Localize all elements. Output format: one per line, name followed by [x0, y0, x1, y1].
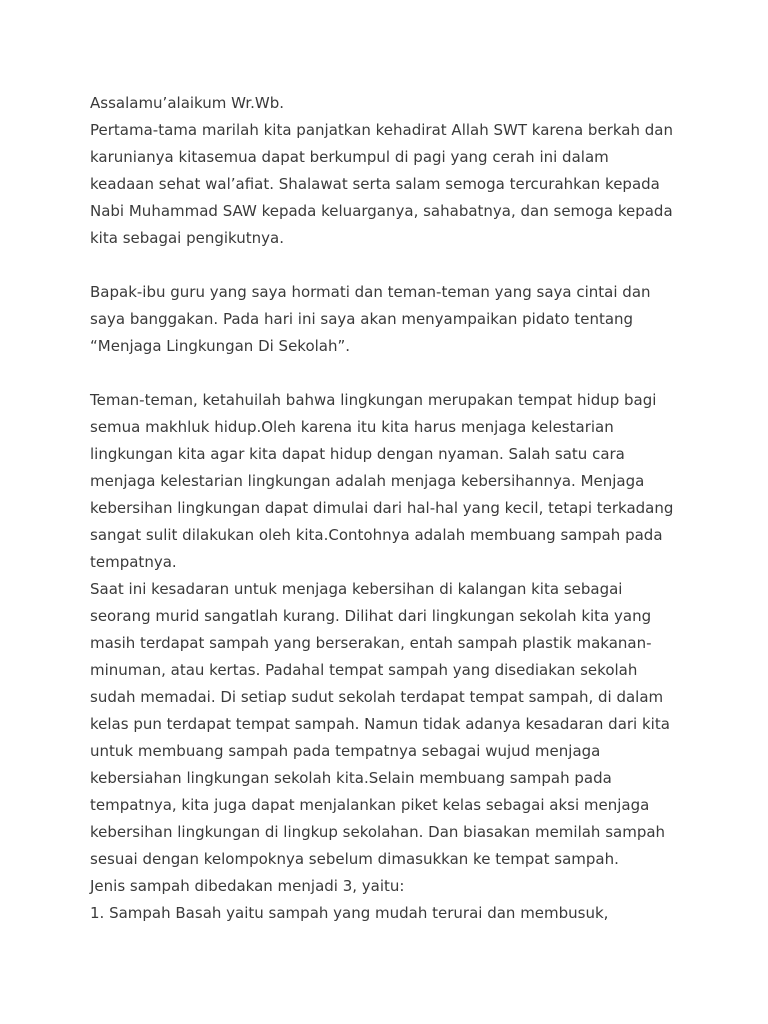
- address-paragraph: [90, 279, 700, 360]
- paragraph-line: karunianya kitasemua dapat berkumpul di pagi yang cerah ini dalam: [90, 148, 609, 166]
- paragraph-line: kita sebagai pengikutnya.: [90, 229, 285, 247]
- opening-paragraph: [90, 117, 700, 252]
- paragraph-line: semua makhluk hidup.Oleh karena itu kita harus menjaga kelestarian: [90, 418, 614, 436]
- paragraph-line: Nabi Muhammad SAW kepada keluarganya, sahabatnya, dan semoga kepada: [90, 202, 673, 220]
- greeting-line: Assalamu’alaikum Wr.Wb.: [90, 94, 284, 112]
- paragraph-line: sangat sulit dilakukan oleh kita.Contohnya adalah membuang sampah pada: [90, 526, 663, 544]
- paragraph-line: keadaan sehat wal’afiat. Shalawat serta salam semoga tercurahkan kepada: [90, 175, 660, 193]
- paragraph-line: Jenis sampah dibedakan menjadi 3, yaitu:: [90, 877, 405, 895]
- paragraph-line: saya banggakan. Pada hari ini saya akan menyampaikan pidato tentang: [90, 310, 634, 328]
- paragraph-line: kebersiahan lingkungan sekolah kita.Selain membuang sampah pada: [90, 769, 612, 787]
- paragraph-line: Saat ini kesadaran untuk menjaga kebersihan di kalangan kita sebagai: [90, 580, 623, 598]
- paragraph-line: Bapak-ibu guru yang saya hormati dan teman-teman yang saya cintai dan: [90, 283, 651, 301]
- paragraph-line: tempatnya.: [90, 553, 177, 571]
- paragraph-line: minuman, atau kertas. Padahal tempat sampah yang disediakan sekolah: [90, 661, 638, 679]
- speech-text: [90, 90, 700, 927]
- paragraph-line: Pertama-tama marilah kita panjatkan kehadirat Allah SWT karena berkah dan: [90, 121, 673, 139]
- paragraph-line: Teman-teman, ketahuilah bahwa lingkungan merupakan tempat hidup bagi: [90, 391, 657, 409]
- paragraph-line: “Menjaga Lingkungan Di Sekolah”.: [90, 337, 351, 355]
- list-item: 1. Sampah Basah yaitu sampah yang mudah terurai dan membusuk,: [90, 904, 609, 922]
- paragraph-line: untuk membuang sampah pada tempatnya sebagai wujud menjaga: [90, 742, 601, 760]
- environment-paragraph: [90, 387, 700, 576]
- paragraph-line: seorang murid sangatlah kurang. Dilihat dari lingkungan sekolah kita yang: [90, 607, 652, 625]
- paragraph-line: kebersihan lingkungan di lingkup sekolahan. Dan biasakan memilah sampah: [90, 823, 666, 841]
- paragraph-line: kebersihan lingkungan dapat dimulai dari hal-hal yang kecil, tetapi terkadang: [90, 499, 674, 517]
- paragraph-line: lingkungan kita agar kita dapat hidup dengan nyaman. Salah satu cara: [90, 445, 625, 463]
- paragraph-spacer: [90, 252, 700, 279]
- paragraph-spacer: [90, 360, 700, 387]
- paragraph-line: sudah memadai. Di setiap sudut sekolah terdapat tempat sampah, di dalam: [90, 688, 664, 706]
- paragraph-line: menjaga kelestarian lingkungan adalah menjaga kebersihannya. Menjaga: [90, 472, 645, 490]
- waste-types-intro: [90, 873, 700, 900]
- paragraph-line: sesuai dengan kelompoknya sebelum dimasukkan ke tempat sampah.: [90, 850, 619, 868]
- paragraph-line: masih terdapat sampah yang berserakan, entah sampah plastik makanan-: [90, 634, 652, 652]
- paragraph-line: tempatnya, kita juga dapat menjalankan piket kelas sebagai aksi menjaga: [90, 796, 650, 814]
- awareness-paragraph: [90, 576, 700, 873]
- paragraph-line: kelas pun terdapat tempat sampah. Namun tidak adanya kesadaran dari kita: [90, 715, 670, 733]
